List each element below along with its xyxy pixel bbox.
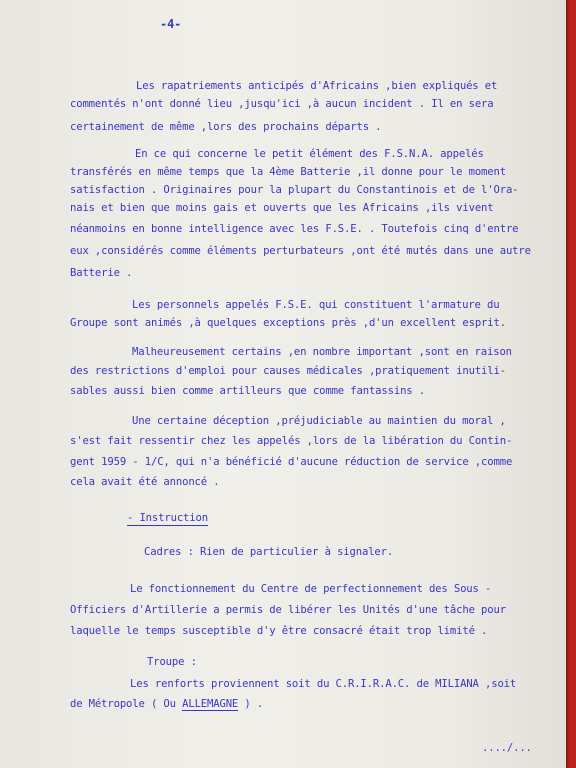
paragraph-line: des restrictions d'emploi pour causes médicales ,pratiquement inutili- [70, 365, 506, 377]
paragraph-line: sables aussi bien comme artilleurs que comme fantassins . [70, 385, 425, 397]
paragraph-line: s'est fait ressentir chez les appelés ,lors de la libération du Contin- [70, 435, 513, 447]
paragraph-line: laquelle le temps susceptible d'y être consacré était trop limité . [70, 625, 488, 637]
paragraph-line: gent 1959 - 1/C, qui n'a bénéficié d'aucune réduction de service ,comme [70, 456, 513, 468]
cadres-line: Cadres : Rien de particulier à signaler. [144, 546, 394, 558]
paragraph-line: Malheureusement certains ,en nombre important ,sont en raison [132, 346, 512, 358]
page-number: -4- [160, 17, 182, 31]
troupe-label: Troupe : [147, 656, 197, 668]
paragraph-line: certainement de même ,lors des prochains départs . [70, 121, 382, 133]
paragraph-line: eux ,considérés comme éléments perturbateurs ,ont été mutés dans une autre [70, 245, 531, 257]
paragraph-line: Batterie . [70, 267, 133, 279]
continuation-mark: ..../... [482, 742, 532, 754]
paragraph-line [70, 697, 263, 711]
paragraph-line: néanmoins en bonne intelligence avec les F.S.E. . Toutefois cinq d'entre [70, 223, 519, 235]
paragraph-line: Une certaine déception ,préjudiciable au maintien du moral , [132, 415, 506, 427]
text-span: ) . [238, 698, 264, 710]
paragraph-line: Les rapatriements anticipés d'Africains ,bien expliqués et [136, 80, 498, 92]
section-heading: - Instruction [127, 512, 208, 524]
paragraph-line: cela avait été annoncé . [70, 476, 220, 488]
paragraph-line: Les renforts proviennent soit du C.R.I.R.A.C. de MILIANA ,soit [130, 678, 517, 690]
paragraph-line: Groupe sont animés ,à quelques exceptions près ,d'un excellent esprit. [70, 317, 506, 329]
underlined-word: ALLEMAGNE [182, 698, 239, 710]
paragraph-line: Officiers d'Artillerie a permis de libérer les Unités d'une tâche pour [70, 604, 506, 616]
paragraph-line: satisfaction . Originaires pour la plupart du Constantinois et de l'Ora- [70, 184, 519, 196]
paragraph-line: En ce qui concerne le petit élément des F.S.N.A. appelés [135, 148, 484, 160]
paragraph-line: nais et bien que moins gais et ouverts que les Africains ,ils vivent [70, 202, 494, 214]
paragraph-line: transférés en même temps que la 4ème Batterie ,il donne pour le moment [70, 166, 506, 178]
paragraph-line: commentés n'ont donné lieu ,jusqu'ici ,à aucun incident . Il en sera [70, 98, 494, 110]
paragraph-line: Le fonctionnement du Centre de perfectionnement des Sous - [130, 583, 492, 595]
text-span: de Métropole ( Ou [70, 698, 183, 710]
paragraph-line: Les personnels appelés F.S.E. qui constituent l'armature du [132, 299, 500, 311]
